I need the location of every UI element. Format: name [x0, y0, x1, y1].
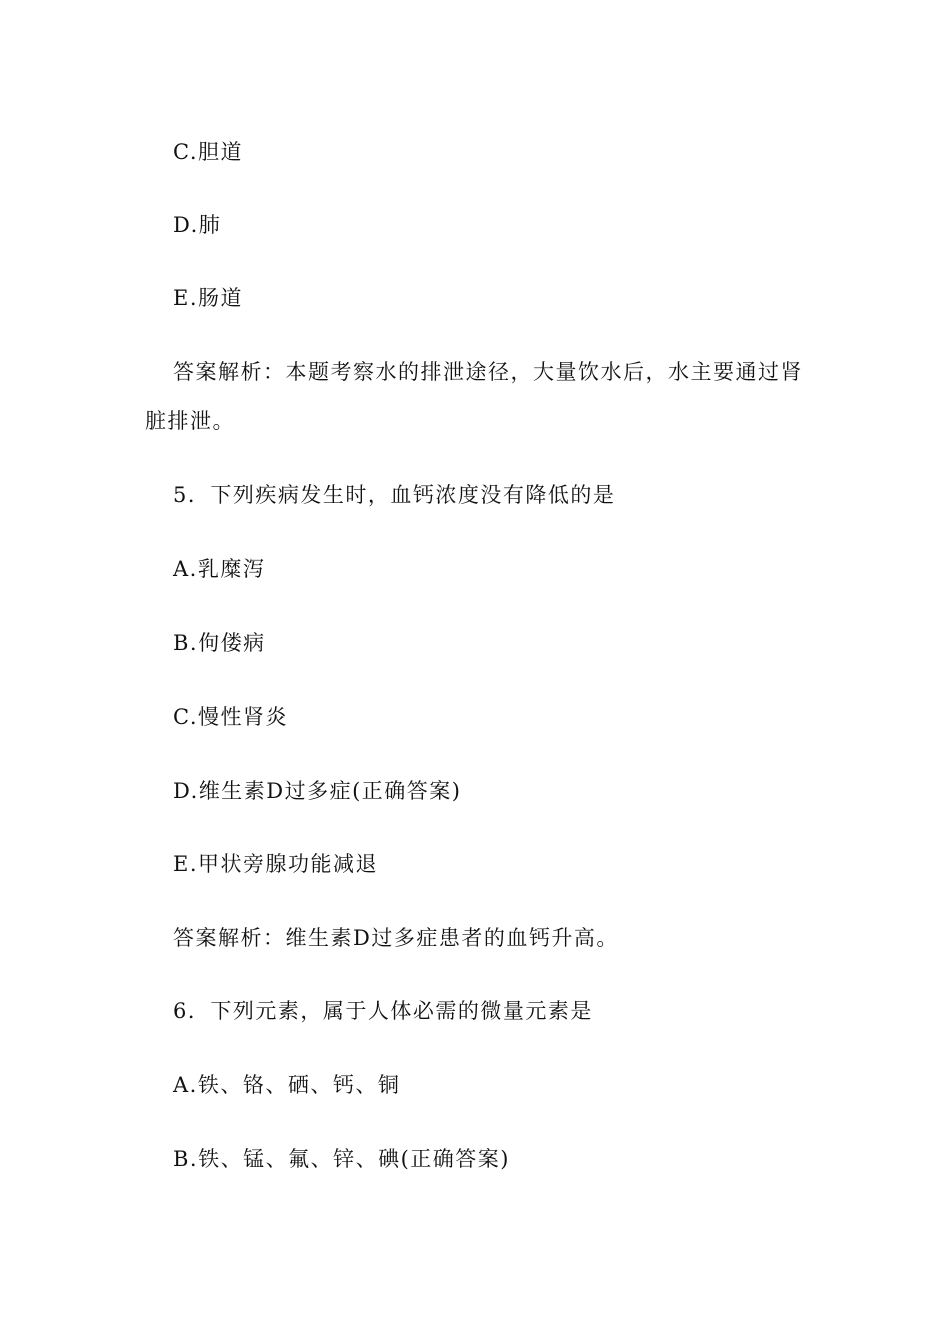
q6-option-a: A.铁、铬、硒、钙、铜	[173, 1073, 401, 1097]
q5-explanation: 答案解析：维生素D过多症患者的血钙升高。	[173, 926, 619, 950]
q5-option-a: A.乳糜泻	[173, 557, 266, 581]
q5-option-e: E.甲状旁腺功能减退	[173, 852, 379, 876]
q4-option-e: E.肠道	[173, 286, 244, 310]
q4-option-c: C.胆道	[173, 140, 243, 164]
q5-option-b: B.佝偻病	[173, 631, 266, 655]
q4-explanation-line-2: 脏排泄。	[145, 409, 235, 433]
q4-explanation-line-1: 答案解析：本题考察水的排泄途径，大量饮水后，水主要通过肾	[173, 360, 803, 384]
q5-option-c: C.慢性肾炎	[173, 705, 288, 729]
q6-question: 6．下列元素，属于人体必需的微量元素是	[173, 999, 593, 1023]
q6-option-b: B.铁、锰、氟、锌、碘(正确答案)	[173, 1147, 510, 1171]
q5-option-d: D.维生素D过多症(正确答案)	[173, 779, 462, 803]
q5-question: 5．下列疾病发生时，血钙浓度没有降低的是	[173, 483, 616, 507]
q4-option-d: D.肺	[173, 213, 222, 237]
